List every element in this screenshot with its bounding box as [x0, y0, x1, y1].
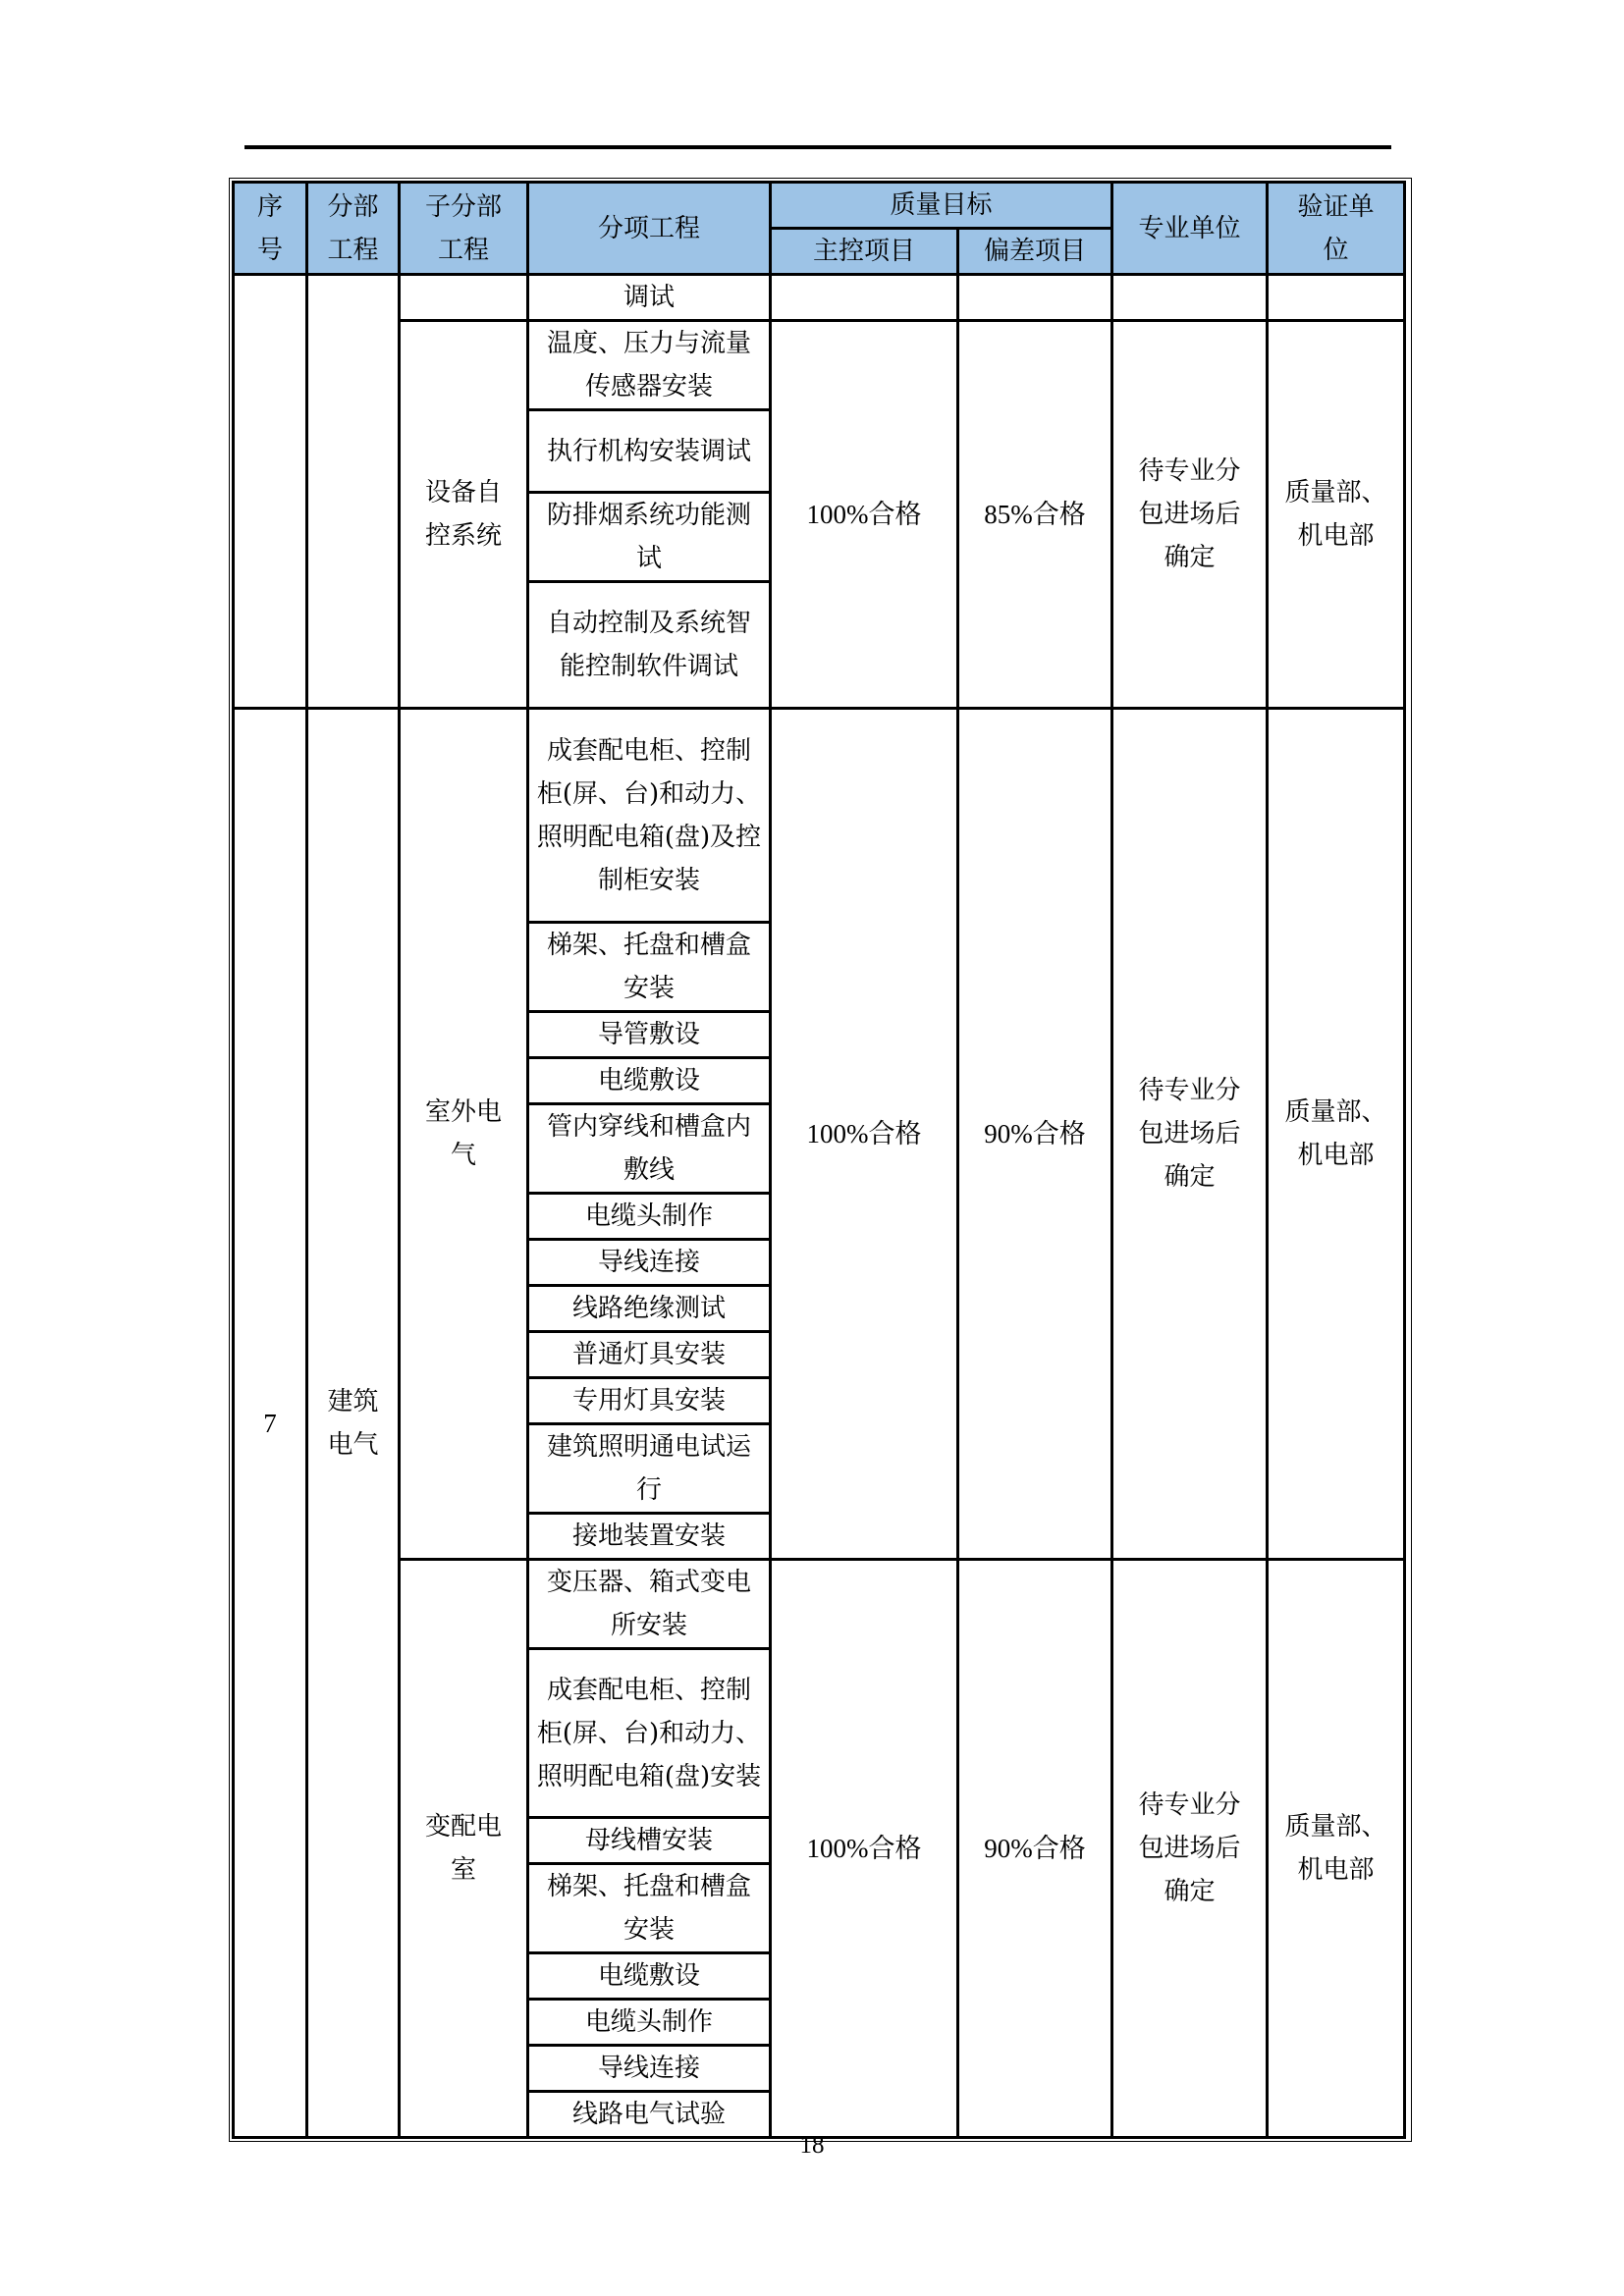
item-cell: 管内穿线和槽盒内敷线	[528, 1104, 771, 1194]
header-seq: 序号	[234, 183, 307, 275]
subdivision-cell: 变配电室	[400, 1560, 528, 2138]
item-cell: 建筑照明通电试运行	[528, 1424, 771, 1514]
seq-cell: 7	[234, 709, 307, 2138]
item-cell: 成套配电柜、控制柜(屏、台)和动力、照明配电箱(盘)安装	[528, 1649, 771, 1818]
item-cell: 梯架、托盘和槽盒安装	[528, 1864, 771, 1953]
table-row	[234, 709, 1405, 923]
item-cell: 电缆头制作	[528, 2000, 771, 2046]
item-cell: 线路绝缘测试	[528, 1286, 771, 1332]
division-cell: 建筑电气	[307, 709, 400, 2138]
item-cell: 接地装置安装	[528, 1514, 771, 1560]
verify-unit-cell: 质量部、机电部	[1268, 321, 1405, 709]
subdivision-cell: 设备自控系统	[400, 321, 528, 709]
table-row	[234, 1560, 1405, 1649]
empty-cell	[1112, 275, 1268, 321]
item-cell: 电缆头制作	[528, 1194, 771, 1240]
item-cell: 导管敷设	[528, 1012, 771, 1058]
main-control-cell: 100%合格	[771, 1560, 958, 2138]
subdivision-cell-continued	[400, 275, 528, 321]
item-cell: 专用灯具安装	[528, 1378, 771, 1424]
deviation-cell: 85%合格	[958, 321, 1112, 709]
seq-cell-continued	[234, 275, 307, 709]
item-cell: 梯架、托盘和槽盒安装	[528, 923, 771, 1012]
item-cell: 导线连接	[528, 2046, 771, 2092]
verify-unit-cell: 质量部、机电部	[1268, 1560, 1405, 2138]
item-cell: 导线连接	[528, 1240, 771, 1286]
page-number: 18	[799, 2132, 825, 2159]
item-cell: 执行机构安装调试	[528, 410, 771, 493]
item-cell: 调试	[528, 275, 771, 321]
empty-cell	[771, 275, 958, 321]
table-row	[234, 275, 1405, 321]
header-subdivision: 子分部工程	[400, 183, 528, 275]
main-control-cell: 100%合格	[771, 321, 958, 709]
header-deviation: 偏差项目	[958, 229, 1112, 275]
item-cell: 母线槽安装	[528, 1818, 771, 1864]
item-cell: 普通灯具安装	[528, 1332, 771, 1378]
item-cell: 成套配电柜、控制柜(屏、台)和动力、照明配电箱(盘)及控制柜安装	[528, 709, 771, 923]
verify-unit-cell: 质量部、机电部	[1268, 709, 1405, 1560]
empty-cell	[1268, 275, 1405, 321]
header-division: 分部工程	[307, 183, 400, 275]
specialty-unit-cell: 待专业分包进场后确定	[1112, 321, 1268, 709]
item-cell: 线路电气试验	[528, 2092, 771, 2138]
division-cell-continued	[307, 275, 400, 709]
deviation-cell: 90%合格	[958, 1560, 1112, 2138]
table-row	[234, 321, 1405, 410]
main-control-cell: 100%合格	[771, 709, 958, 1560]
item-cell: 防排烟系统功能测试	[528, 493, 771, 582]
deviation-cell: 90%合格	[958, 709, 1112, 1560]
item-cell: 自动控制及系统智能控制软件调试	[528, 582, 771, 709]
specialty-unit-cell: 待专业分包进场后确定	[1112, 1560, 1268, 2138]
header-item: 分项工程	[528, 183, 771, 275]
page-header-rule	[244, 145, 1391, 149]
specialty-unit-cell: 待专业分包进场后确定	[1112, 709, 1268, 1560]
empty-cell	[958, 275, 1112, 321]
header-verify-unit: 验证单位	[1268, 183, 1405, 275]
header-main-control: 主控项目	[771, 229, 958, 275]
header-quality-target: 质量目标	[771, 183, 1112, 229]
item-cell: 电缆敷设	[528, 1953, 771, 2000]
item-cell: 温度、压力与流量传感器安装	[528, 321, 771, 410]
subdivision-cell: 室外电气	[400, 709, 528, 1560]
item-cell: 变压器、箱式变电所安装	[528, 1560, 771, 1649]
item-cell: 电缆敷设	[528, 1058, 771, 1104]
quality-target-table	[229, 178, 1412, 2142]
header-specialty-unit: 专业单位	[1112, 183, 1268, 275]
